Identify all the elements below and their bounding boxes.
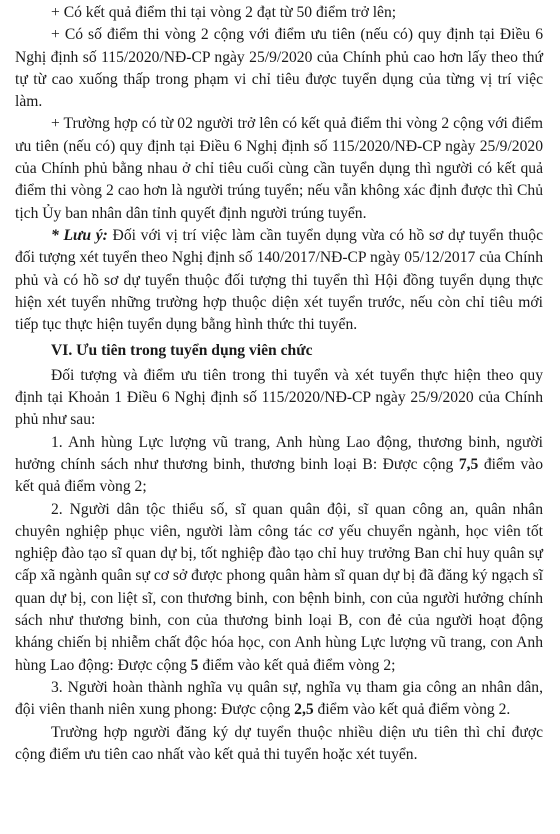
priority-item-3-text: 3. Người hoàn thành nghĩa vụ quân sự, nghĩa vụ tham gia công an nhân dân, đội viên thanh niên xung phong: Được cộng [15, 678, 543, 719]
priority-item-3-points: 2,5 [294, 701, 314, 719]
priority-item-2-tail: điểm vào kết quả điểm vòng 2; [198, 656, 396, 674]
criterion-ranking: + Có số điểm thi vòng 2 cộng với điểm ưu tiên (nếu có) quy định tại Điều 6 Nghị định số 115/2020/NĐ-CP ngày 25/9/2020 của Chính phủ cao hơn lấy theo thứ tự từ cao xuống thấp trong phạm vi chỉ tiêu được tuyển dụng của từng vị trí việc làm. [15, 26, 543, 111]
priority-item-2-points: 5 [190, 656, 199, 674]
section-vi-intro: Đối tượng và điểm ưu tiên trong thi tuyển và xét tuyển thực hiện theo quy định tại Khoản 1 Điều 6 Nghị định số 115/2020/NĐ-CP ngày 25/9/2020 của Chính phủ như sau: [15, 366, 543, 429]
priority-item-1-text: 1. Anh hùng Lực lượng vũ trang, Anh hùng Lao động, thương binh, người hưởng chính sách như thương binh, thương binh loại B: Được cộng [15, 433, 543, 473]
note-text: Đối với vị trí việc làm cần tuyển dụng vừa có hồ sơ dự tuyển thuộc đối tượng xét tuyển theo Nghị định số 140/2017/NĐ-CP ngày 05/12/2017 của Chính phủ và có hồ sơ dự tuyển thuộc đối tượng thi tuyển thì Hội đồng tuyển dụng thực hiện xét tuyển những trường hợp thuộc diện xét tuyển trước, nếu còn chỉ tiêu mới tiếp tục thực hiện tuyển dụng bằng hình thức thi tuyển. [15, 226, 543, 334]
priority-item-3-tail: điểm vào kết quả điểm vòng 2. [313, 701, 511, 719]
priority-item-1-points: 7,5 [458, 455, 479, 473]
priority-item-2 [15, 499, 543, 677]
priority-item-3 [15, 677, 543, 722]
criterion-round2-score: + Có kết quả điểm thi tại vòng 2 đạt từ 50 điểm trở lên; [51, 4, 397, 21]
note-label: * Lưu ý: [51, 226, 108, 244]
priority-item-1-tail: điểm vào kết quả điểm vòng 2; [15, 455, 543, 496]
criterion-tie-break: + Trường hợp có từ 02 người trở lên có kết quả điểm thi vòng 2 cộng với điểm ưu tiên (nếu có) quy định tại Điều 6 Nghị định số 115/2020/NĐ-CP ngày 25/9/2020 của Chính phủ bằng nhau ở chỉ tiêu cuối cùng cần tuyển dụng thì người có kết quả điểm thi vòng 2 cao hơn là người trúng tuyển; nếu vẫn không xác định được thì Chủ tịch Ủy ban nhân dân tỉnh quyết định người trúng tuyển. [15, 115, 543, 222]
note-paragraph [15, 225, 543, 336]
section-vi-heading: VI. Ưu tiên trong tuyển dụng viên chức [51, 342, 313, 360]
priority-item-2-text: 2. Người dân tộc thiểu số, sĩ quan quân đội, sĩ quan công an, quân nhân chuyên nghiệp phục viên, người làm công tác cơ yếu chuyển ngành, học viên tốt nghiệp đào tạo sĩ quan dự bị, tốt nghiệp đào tạo chỉ huy trưởng Ban chỉ huy quân sự cấp xã ngành quân sự cơ sở được phong quân hàm sĩ quan dự bị đã đăng ký ngạch sĩ quan dự bị, con liệt sĩ, con thương binh, con bệnh binh, con của người hưởng chính sách như thương binh, con của thương binh loại B, con đẻ của người hoạt động kháng chiến bị nhiễm chất độc hóa học, con Anh hùng Lực lượng vũ trang, con Anh hùng Lao động: Được cộng [15, 500, 543, 674]
priority-item-1 [15, 432, 543, 499]
closing-paragraph: Trường hợp người đăng ký dự tuyển thuộc nhiều diện ưu tiên thì chỉ được cộng điểm ưu tiên cao nhất vào kết quả thi tuyển hoặc xét tuyển. [15, 723, 543, 763]
